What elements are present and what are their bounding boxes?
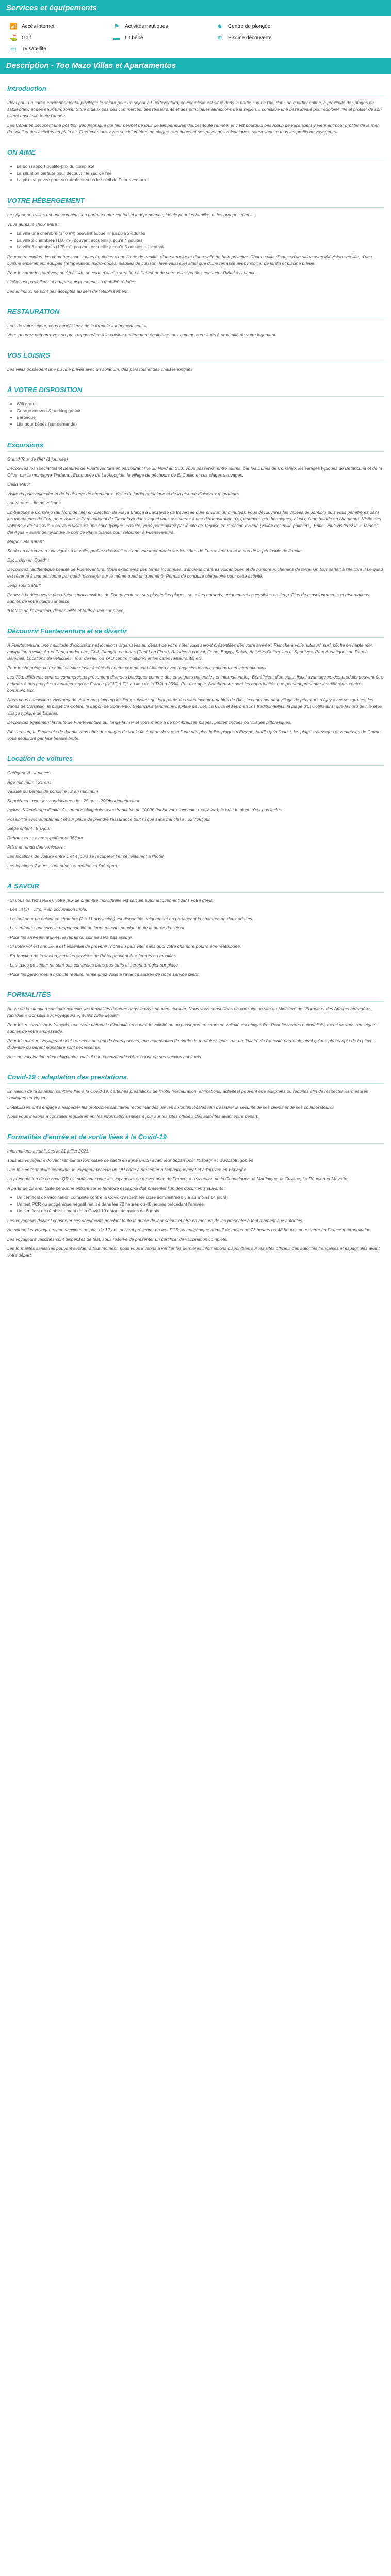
paragraph: Pour le shopping, votre hôtel se situe juste à côté du centre commercial Atlantico avec magasins locaux, nationaux et internationaux.: [7, 665, 268, 670]
paragraph: Visite du parc animalier et de la réserve de chameaux. Visite du jardin botanique et de la réserve d'oiseaux migrateurs.: [7, 491, 240, 496]
paragraph: Possibilité avec supplément et sur place de prendre l'assurance tout risque sans franchise : 22.70€/jour: [7, 817, 210, 822]
paragraph: Nous vous invitons à consulter régulièrement les informations mises à jour sur les sites officiels des autorités avant votre départ.: [7, 1114, 259, 1119]
paragraph: Les villas possèdent une piscine privée avec un solarium, des parasols et des chaises longues.: [7, 367, 194, 372]
tv-icon: ▭: [10, 45, 17, 53]
divider: [7, 765, 384, 766]
paragraph: Les formalités sanitaires pouvant évoluer à tout moment, nous vous invitons à vérifier les dernières informations disponibles sur les sites officiels des autorités françaises et espagnoles avant votre départ.: [7, 1246, 380, 1258]
paragraph: - En fonction de la saison, certains services de l'hôtel peuvent être fermés ou modifiés.: [7, 953, 177, 958]
bed-icon: ▬: [113, 34, 120, 41]
paragraph: - Si vous partez seul(e), votre prix de chambre individuelle est calculé automatiquement dans votre devis.: [7, 897, 214, 903]
paragraph: Les voyageurs doivent conserver ces documents pendant toute la durée de leur séjour et être en mesure de les présenter à tout moment aux autorités.: [7, 1218, 304, 1223]
horse-icon: ♞: [217, 23, 223, 30]
paragraph: Siège enfant : 9 €/jour: [7, 826, 51, 831]
divider: [7, 1143, 384, 1144]
paragraph: Une fois ce formulaire complété, le voyageur recevra un QR code à présenter à l'embarquement et à l'arrivée en Espagne.: [7, 1167, 248, 1172]
paragraph: Idéal pour un cadre environnemental privilégié le séjour pour un séjour à Fuerteventura, ce complexe est situé dans la partie sud de l'île, dans un quartier calme, à proximité des plages de sable blanc et des eaux turquoise. Situé à deux pas des commerces, des restaurants et des principales attractions de la région, il constitue une base idéale pour explorer l'île et profiter de son climat ensoleillé toute l'année.: [7, 100, 382, 118]
paragraph: À Fuerteventura, une multitude d'excursions et locations organisées au départ de votre hôtel vous seront présentées dès votre arrivée : Planche à voile, kitesurf, surf, pêche en haute mer, navigation à voile, Aqua Park, randonnée, Golf, Plongée en tubas (Pool Lon Flora), Balades à cheval, Quad, Buggy, Safari, Activités Culturelles et Sportives, Parc Aquatiques au Parc à Baleines, Locations de véhicules, Tour de l'île, ou TAO centre multiplex et les cafés restaurants, etc.: [7, 642, 373, 661]
amenity-item: [216, 22, 319, 30]
paragraph: L'établissement s'engage à respecter les protocoles sanitaires recommandés par les autorités locales afin d'assurer la sécurité de ses clients et de ses collaborateurs.: [7, 1105, 333, 1110]
list-item: • La villa 2 chambres (160 m²) pouvant accueillir jusqu'à 4 adultes: [17, 237, 384, 244]
paragraph: Les Canaries occupent une position géographique qui leur permet de jouir de températures douces toute l'année, et c'est pourquoi beaucoup de vacanciers y viennent pour profiter de la mer, du soleil et des activités en plein air. Fuerteventura, avec ses kilomètres de plages, ses dunes et ses paysages volcaniques, saura séduire tous les profils de voyageurs.: [7, 123, 380, 134]
paragraph: Excursion en Quad* :: [7, 557, 50, 563]
paragraph: - Les taxes de séjour ne sont pas comprises dans nos tarifs et seront à régler sur place.: [7, 962, 180, 968]
section-title: Covid-19 : adaptation des prestations: [7, 1073, 127, 1081]
paragraph: Rehausseur : avec supplément 3€/jour: [7, 835, 84, 840]
list-item: • Le bon rapport qualité-prix du complexe: [17, 163, 384, 170]
list-item: • Barbecue: [17, 414, 384, 421]
paragraph: - Pour les arrivées tardives, le repas du soir ne sera pas assuré.: [7, 935, 133, 940]
amenity-item: [9, 22, 112, 30]
wifi-icon: 📶: [9, 23, 18, 30]
paragraph: L'hôtel est partiellement adapté aux personnes à mobilité réduite.: [7, 279, 136, 284]
divider: [7, 451, 384, 452]
divider: [7, 637, 384, 638]
section-title: Location de voitures: [7, 755, 73, 762]
description-content: [0, 74, 391, 1266]
paragraph: En raison de la situation sanitaire liée à la Covid-19, certaines prestations de l'hôtel (restauration, animations, activités) peuvent être adaptées ou réduites afin de respecter les mesures sanitaires en vigueur.: [7, 1089, 368, 1100]
description-title: Description - Too Mazo Villas et Apartamentos: [6, 61, 176, 70]
divider: [7, 1001, 384, 1002]
paragraph: Les 75a, différents centres commerciaux présentent diverses boutiques comme des enseignes nationales et internationales. Bénéficient d'un statut fiscal avantageux, des produits peuvent être achetés à des prix plus avantageux qu'en France (l'IGIC à 7% au lieu de la TVA à 20%). Par exemple, Nombreuses sont les opportunités que peuvent présenter les différents centres commerciaux.: [7, 674, 384, 693]
paragraph: Les locations de voiture entre 1 et 4 jours se récupèrent et se restituent à l'hôtel.: [7, 854, 165, 859]
paragraph: Découvrez l'authentique beauté de Fuerteventura. Vous explorerez des terres inconnues, d'anciens cratères volcaniques et de nombreux chemins de terre. Un tour parfait à l'île libre !! Le quad est réservé à une personne par quad (passager sur le même quad uniquement). Permis de conduire obligatoire pour cette activité.: [7, 567, 383, 579]
amenity-item: [112, 22, 216, 30]
list-item: • La villa une chambre (140 m²) pouvant accueillir jusqu'à 2 adultes: [17, 230, 384, 237]
list-item: • Lits pour bébés (sur demande): [17, 421, 384, 428]
paragraph: Pour les mineurs voyageant seuls ou avec un seul de leurs parents, une autorisation de sortie de territoire signée par un titulaire de l'autorité parentale ainsi qu'une photocopie de la pièce d'identité du parent signataire sont nécessaires.: [7, 1038, 373, 1050]
paragraph: Validité du permis de conduire : 2 an minimum: [7, 789, 99, 794]
list-item: • Un test PCR ou antigénique négatif réalisé dans les 72 heures ou 48 heures précédant l'arrivée: [17, 1201, 384, 1208]
amenity-item: [216, 33, 319, 42]
paragraph: Les voyageurs vaccinés sont dispensés de test, sous réserve de présenter un certificat de vaccination complète.: [7, 1236, 228, 1242]
amenities-grid: [0, 16, 391, 58]
amenity-item: [112, 33, 216, 42]
section-title: ON AIME: [7, 148, 36, 156]
amenities-row: [9, 32, 382, 43]
paragraph: - Le tarif pour un enfant en chambre (2 à 11 ans inclus) est disponible uniquement en partageant la chambre de deux adultes.: [7, 916, 254, 921]
section-title: À SAVOIR: [7, 882, 39, 890]
list-item: • La piscine privée pour se rafraîchir sous le soleil de Fuerteventura: [17, 177, 384, 183]
paragraph: - Les lits(3) = lit(s) – en occupation triple.: [7, 907, 87, 912]
bullet-list: [17, 163, 384, 183]
divider: [7, 207, 384, 208]
paragraph: Pour votre confort, les chambres sont toutes équipées d'une literie de qualité, d'une armoire et d'une salle de bain privative. Chaque villa dispose d'un salon avec télévision satellite, d'une cuisine entièrement équipée (réfrigérateur, micro-ondes, plaques de cuisson, lave-vaisselle) ainsi que d'une terrasse avec mobilier de jardin et piscine privée.: [7, 254, 372, 266]
paragraph: Lanzarote* – île de volcans: [7, 500, 61, 505]
paragraph: À partir de 12 ans, toute personne entrant sur le territoire espagnol doit présenter l'un des documents suivants :: [7, 1185, 226, 1191]
amenities-row: [9, 21, 382, 32]
paragraph: Catégorie A : 4 places: [7, 770, 51, 775]
section-title: Introduction: [7, 84, 46, 92]
golf-icon: ⛳: [9, 34, 18, 41]
paragraph: *Détails de l'excursion, disponibilité et tarifs à voir sur place.: [7, 608, 125, 613]
paragraph: Supplément pour les conducteurs de - 25 ans : 20€/jour/conducteur: [7, 798, 140, 803]
paragraph: Inclus : Kilométrage illimité, Assurance obligatoire avec franchise de 1000€ (inclut vol + incendie + collision), le bris de glace n'est pas inclus: [7, 807, 282, 812]
paragraph: Magic Catamaran*: [7, 539, 44, 544]
paragraph: Le séjour des villas est une combinaison parfaite entre confort et indépendance, idéale pour les familles et les groupes d'amis.: [7, 212, 255, 217]
section-title: FORMALITÉS: [7, 991, 51, 998]
amenity-label: Tv satellite: [22, 46, 46, 52]
activities-icon: ⚑: [113, 23, 120, 30]
divider: [7, 892, 384, 893]
paragraph: Pour les arrivées tardives, de 9h à 14h, un code d'accès aura lieu à l'intérieur de votre villa. Veuillez contacter l'hôtel à l'avance.: [7, 270, 257, 275]
paragraph: Les locations 7 jours, sont prises et rendues à l'aéroport.: [7, 863, 119, 868]
paragraph: Âge minimum : 21 ans: [7, 779, 52, 785]
amenity-label: Centre de plongée: [228, 23, 271, 29]
list-item: • Un certificat de rétablissement de la Covid-19 datant de moins de 6 mois: [17, 1208, 384, 1214]
paragraph: Oasis Parc*: [7, 482, 31, 487]
amenity-item: [9, 45, 112, 53]
section-title: Formalités d'entrée et de sortie liées à la Covid-19: [7, 1133, 167, 1141]
services-header: [0, 0, 391, 16]
section-title: VOTRE HÉBERGEMENT: [7, 197, 85, 205]
services-title: Services et équipements: [6, 4, 97, 12]
paragraph: Prise et rendu des véhicules :: [7, 844, 66, 850]
paragraph: Les animaux ne sont pas acceptés au sein de l'établissement.: [7, 289, 129, 294]
paragraph: - Si votre vol est annulé, il est essentiel de prévenir l'hôtel au plus vite, sans quoi votre chambre pourra être réattribuée.: [7, 944, 241, 949]
amenity-label: Activités nautiques: [125, 23, 168, 29]
divider: [7, 396, 384, 397]
paragraph: - Pour les personnes à mobilité réduite, renseignez-vous à l'avance auprès de notre service client.: [7, 972, 200, 977]
bullet-list: [17, 1194, 384, 1214]
amenity-label: Golf: [22, 35, 31, 41]
paragraph: La présentation de ce code QR est suffisante pour les voyageurs en provenance de France, à l'exception de la Guadeloupe, la Martinique, la Guyane, La Réunion et Mayotte.: [7, 1176, 349, 1181]
amenities-row: [9, 43, 382, 55]
paragraph: Vous pourrez préparer vos propres repas grâce à la cuisine entièrement équipée et aux commerces situés à proximité de votre logement.: [7, 332, 277, 337]
paragraph: Au vu de la situation sanitaire actuelle, les formalités d'entrée dans le pays peuvent évoluer. Nous vous conseillons de consulter le site du Ministère de l'Europe et des Affaires étrangères, rubrique « Conseils aux voyageurs », avant votre départ.: [7, 1006, 373, 1018]
list-item: • Garage couvert & parking gratuit: [17, 408, 384, 414]
bullet-list: [17, 401, 384, 428]
list-item: • La villa 3 chambres (175 m²) pouvant accueillir jusqu'à 5 adultes + 1 enfant: [17, 244, 384, 250]
amenity-item: [9, 33, 112, 42]
paragraph: Tous les voyageurs doivent remplir un formulaire de santé en ligne (FCS) avant leur départ pour l'Espagne : www.spth.gob.es: [7, 1158, 253, 1163]
bullet-list: [17, 230, 384, 250]
section-title: Excursions: [7, 441, 44, 449]
list-item: • Un certificat de vaccination complète contre la Covid-19 (dernière dose administrée il y a au moins 14 jours): [17, 1194, 384, 1201]
paragraph: Partez à la découverte des régions inaccessibles de Fuerteventura : ses plus belles plages, ses sites naturels, uniquement accessibles en Jeep. Plus de renseignements et réservations auprès de votre guide sur place.: [7, 592, 369, 604]
paragraph: Jeep Tour Safari*: [7, 583, 42, 588]
list-item: • Wifi gratuit: [17, 401, 384, 408]
amenity-label: Lit bébé: [125, 35, 143, 41]
paragraph: Informations actualisées le 21 juillet 2021.: [7, 1148, 90, 1154]
paragraph: Plus au sud, la Péninsule de Jandia vous offre des plages de sable fin à perte de vue et l'une des plus belles plages d'Europe, tandis qu'à l'ouest, les plages sauvages et venteuses de Cofete vous séduiront par leur beauté brute.: [7, 729, 381, 741]
section-title: VOS LOISIRS: [7, 351, 51, 359]
paragraph: Lors de votre séjour, vous bénéficierez de la formule « logement seul ».: [7, 323, 148, 328]
paragraph: Grand Tour de l'Île* (1 journée): [7, 456, 68, 462]
section-title: Découvrir Fuerteventura et se divertir: [7, 627, 127, 635]
paragraph: Nous vous conseillons vivement de visiter au minimum les lieux suivants qui font partie des sites incontournables de l'île : le charmant petit village de pêcheurs d'Ajuy avec ses grottes, les dunes de Corralejo, la plage de Cofete, le Lagon de Sotavento, Betancuria (ancienne capitale de l'île), La Oliva et ses maisons traditionnelles, la plage d'El Cotillo ainsi que le nord de l'île et le village typique de Lajares.: [7, 697, 382, 716]
list-item: • La situation parfaite pour découvrir le sud de l'île: [17, 170, 384, 177]
paragraph: Sortie en catamaran : Naviguez à la voile, profitez du soleil et d'une vue imprenable sur les côtes de Fuerteventura et le sud de la péninsule de Jandia.: [7, 548, 303, 553]
amenity-label: Accès internet: [22, 23, 55, 29]
pool-icon: ≋: [217, 34, 223, 41]
paragraph: Au retour, les voyageurs non vaccinés de plus de 12 ans doivent présenter un test PCR ou antigénique négatif de moins de 72 heures ou 48 heures pour entrer en France métropolitaine.: [7, 1227, 372, 1232]
paragraph: Aucune vaccination n'est obligatoire, mais il est recommandé d'être à jour de ses vaccins habituels.: [7, 1054, 202, 1059]
paragraph: - Les enfants sont sous la responsabilité de leurs parents pendant toute la durée du séjour.: [7, 925, 186, 930]
paragraph: Embarquez à Corralejo (au Nord de l'île) en direction de Playa Blanca à Lanzarote (la traversée dure environ 30 minutes). Vous découvrirez les vallées de Janubio puis vous pénètrerez dans les montagnes de Feu, pour visiter le Parc national de Timanfaya dans lequel vous assisterez à une démonstration d'expériences géothermiques, ainsi qu'une balade en chameau*. Visite des volcans « de La Geria » où vous visiterez une cave typique. Ensuite, vous poursuivrez par le site de Teguise en direction d'Haria (vallée des mille palmiers). Enfin, vous visiterez la « Jameos del Agua » avant de rejoindre le port de Playa Blanca pour retourner à Fuerteventura.: [7, 510, 381, 535]
section-title: À VOTRE DISPOSITION: [7, 386, 83, 394]
paragraph: Découvrez les spécialités et beautés de Fuerteventura en parcourant l'île du Nord au Sud. Vous passerez, entre autres, par les Dunes de Corralejo, les villages typiques de Betancuria et de la Oliva, par la montagne Tindaya, l'Ecomusée de La Alcogida, le village de pêcheurs de El Cotillo et ses plages sauvages.: [7, 466, 382, 478]
section-title: RESTAURATION: [7, 308, 60, 315]
paragraph: Pour les ressortissants français, une carte nationale d'identité en cours de validité ou un passeport en cours de validité est obligatoire. Pour les autres nationalités, merci de vous renseigner auprès de votre ambassade.: [7, 1022, 377, 1034]
description-header: [0, 58, 391, 74]
amenity-label: Piscine découverte: [228, 35, 272, 41]
paragraph: Vous aurez le choix entre :: [7, 222, 60, 227]
divider: [7, 1083, 384, 1084]
paragraph: Découvrez également la route de Fuerteventura qui longe la mer et vous mène à de nombreuses plages, petites criques ou villages pittoresques.: [7, 720, 292, 725]
